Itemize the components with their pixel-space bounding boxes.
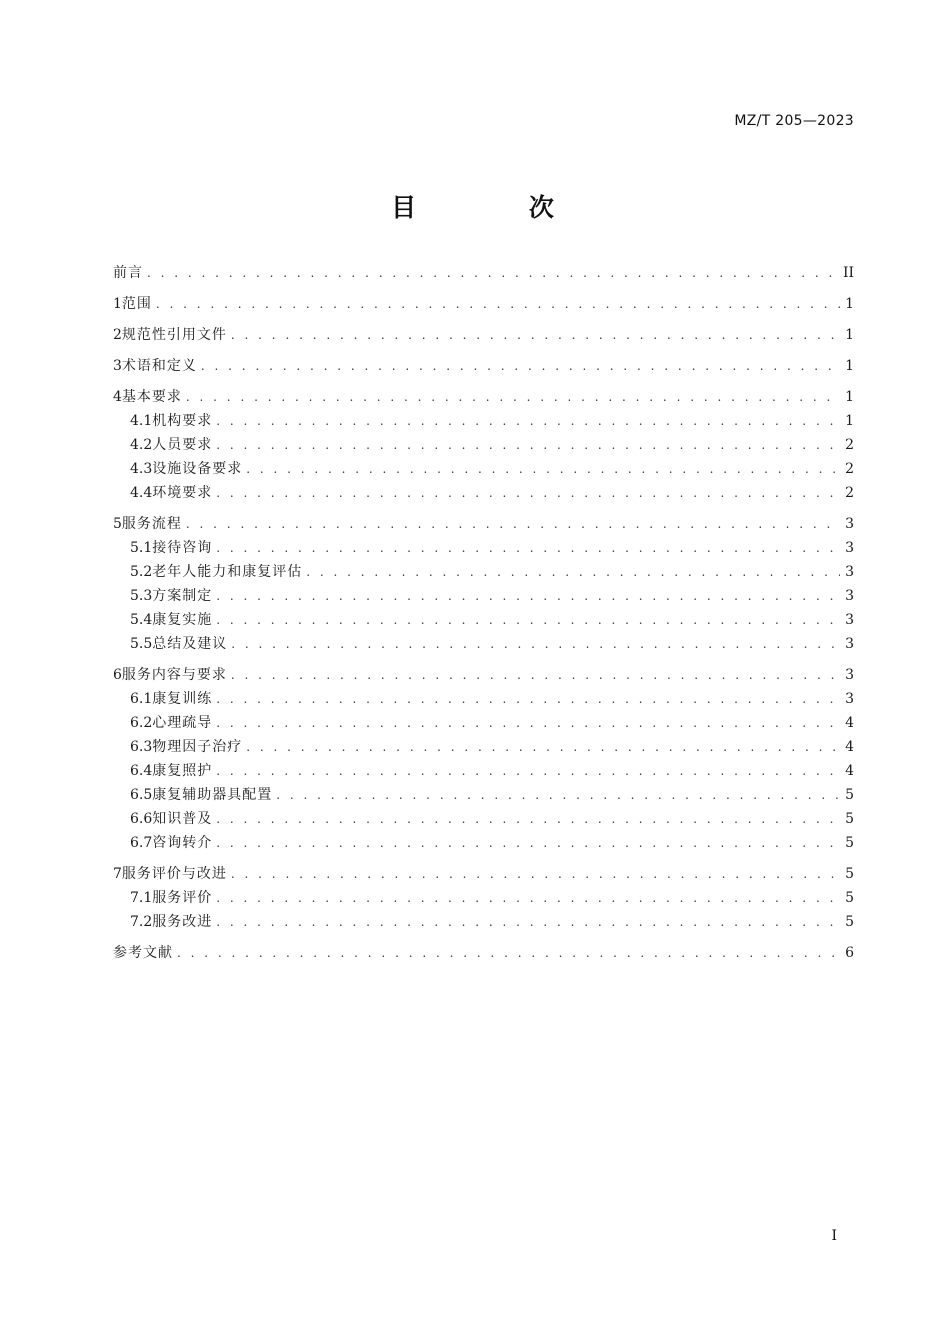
- toc-entry-number: 6.7: [130, 835, 153, 851]
- toc-entry-label: 服务评价与改进: [121, 866, 227, 882]
- toc-entry-label: 参考文献: [113, 945, 173, 961]
- toc-entry[interactable]: [113, 687, 854, 711]
- toc-entry-number: 5.3: [130, 588, 153, 604]
- toc-entry-page: 1: [845, 358, 854, 374]
- dot-leader: [147, 261, 839, 285]
- toc-entry-page: 3: [845, 691, 854, 707]
- toc-entry-page: 5: [845, 866, 854, 882]
- dot-leader: [186, 512, 840, 536]
- toc-entry[interactable]: [113, 886, 854, 910]
- toc-entry-number: 6.5: [130, 787, 153, 803]
- toc-entry[interactable]: [113, 261, 854, 285]
- toc-entry-page: 1: [845, 327, 854, 343]
- toc-entry-label: 知识普及: [152, 811, 213, 827]
- toc-entry-page: 4: [845, 715, 854, 731]
- toc-entry-label: 物理因子治疗: [152, 739, 243, 755]
- dot-leader: [246, 735, 840, 759]
- dot-leader: [216, 608, 840, 632]
- toc-entry-label: 总结及建议: [152, 636, 228, 652]
- toc-entry-page: 2: [845, 437, 854, 453]
- toc-entry-number: 2: [113, 327, 122, 343]
- toc-entry-label: 设施设备要求: [152, 461, 243, 477]
- toc-entry-page: 3: [845, 667, 854, 683]
- toc-entry-page: 5: [845, 811, 854, 827]
- toc-entry-number: 6: [113, 667, 122, 683]
- toc-entry[interactable]: [113, 512, 854, 536]
- toc-entry-page: 5: [845, 914, 854, 930]
- toc-entry-label: 服务流程: [121, 516, 182, 532]
- toc-entry-number: 4.4: [130, 485, 153, 501]
- toc-entry[interactable]: [113, 292, 854, 316]
- toc-entry-page: 4: [845, 763, 854, 779]
- toc-entry[interactable]: [113, 481, 854, 505]
- dot-leader: [216, 759, 840, 783]
- dot-leader: [231, 632, 840, 656]
- toc-entry-page: 5: [845, 787, 854, 803]
- toc-entry-page: 1: [845, 389, 854, 405]
- dot-leader: [231, 323, 840, 347]
- toc-entry-number: 4.1: [130, 413, 153, 429]
- toc-entry-number: 4: [113, 389, 122, 405]
- dot-leader: [216, 910, 840, 934]
- toc-entry-label: 服务内容与要求: [121, 667, 227, 683]
- toc-entry[interactable]: [113, 409, 854, 433]
- toc-entry-label: 前言: [113, 265, 143, 281]
- toc-entry[interactable]: [113, 608, 854, 632]
- dot-leader: [216, 433, 840, 457]
- toc-entry-label: 康复照护: [152, 763, 213, 779]
- dot-leader: [216, 807, 840, 831]
- toc-entry[interactable]: [113, 862, 854, 886]
- toc-entry-label: 接待咨询: [152, 540, 213, 556]
- dot-leader: [216, 409, 840, 433]
- toc-entry-page: 2: [845, 485, 854, 501]
- toc-entry-label: 术语和定义: [121, 358, 197, 374]
- dot-leader: [177, 941, 840, 965]
- toc-entry-page: 6: [845, 945, 854, 961]
- toc-entry-label: 心理疏导: [152, 715, 213, 731]
- toc-entry-label: 机构要求: [152, 413, 213, 429]
- table-of-contents: [113, 261, 854, 965]
- toc-entry[interactable]: [113, 910, 854, 934]
- toc-entry-number: 7: [113, 866, 122, 882]
- toc-entry-label: 方案制定: [152, 588, 213, 604]
- dot-leader: [216, 536, 840, 560]
- toc-entry-label: 服务改进: [152, 914, 213, 930]
- toc-entry-page: 3: [845, 540, 854, 556]
- toc-entry[interactable]: [113, 323, 854, 347]
- toc-entry-page: 3: [845, 564, 854, 580]
- dot-leader: [216, 687, 840, 711]
- toc-entry[interactable]: [113, 831, 854, 855]
- toc-entry-number: 7.2: [130, 914, 153, 930]
- toc-entry[interactable]: [113, 560, 854, 584]
- toc-entry-page: 5: [845, 835, 854, 851]
- toc-entry-label: 康复辅助器具配置: [152, 787, 273, 803]
- toc-entry[interactable]: [113, 783, 854, 807]
- toc-entry-label: 规范性引用文件: [121, 327, 227, 343]
- toc-entry-page: 3: [845, 588, 854, 604]
- dot-leader: [156, 292, 840, 316]
- dot-leader: [216, 584, 840, 608]
- toc-entry[interactable]: [113, 941, 854, 965]
- toc-entry[interactable]: [113, 354, 854, 378]
- toc-entry-number: 7.1: [130, 890, 153, 906]
- dot-leader: [216, 886, 840, 910]
- toc-entry[interactable]: [113, 663, 854, 687]
- standard-code: MZ/T 205—2023: [734, 113, 854, 129]
- toc-entry[interactable]: [113, 457, 854, 481]
- dot-leader: [276, 783, 840, 807]
- toc-entry-number: 4.2: [130, 437, 153, 453]
- toc-entry-number: 4.3: [130, 461, 153, 477]
- toc-entry-label: 环境要求: [152, 485, 213, 501]
- toc-entry[interactable]: [113, 584, 854, 608]
- page-number: I: [831, 1228, 837, 1244]
- dot-leader: [231, 663, 840, 687]
- dot-leader: [231, 862, 840, 886]
- toc-entry-label: 康复实施: [152, 612, 213, 628]
- dot-leader: [186, 385, 840, 409]
- toc-entry-label: 咨询转介: [152, 835, 213, 851]
- dot-leader: [201, 354, 840, 378]
- toc-entry-number: 1: [113, 296, 122, 312]
- toc-entry[interactable]: [113, 536, 854, 560]
- toc-entry-number: 6.2: [130, 715, 153, 731]
- dot-leader: [246, 457, 840, 481]
- toc-entry[interactable]: [113, 632, 854, 656]
- toc-entry[interactable]: [113, 759, 854, 783]
- toc-entry-number: 6.4: [130, 763, 153, 779]
- toc-entry-page: 5: [845, 890, 854, 906]
- toc-entry[interactable]: [113, 711, 854, 735]
- dot-leader: [216, 711, 840, 735]
- toc-entry-number: 6.1: [130, 691, 153, 707]
- toc-entry-label: 康复训练: [152, 691, 213, 707]
- toc-entry-page: 2: [845, 461, 854, 477]
- dot-leader: [216, 481, 840, 505]
- toc-entry[interactable]: [113, 385, 854, 409]
- toc-entry-number: 5.4: [130, 612, 153, 628]
- toc-entry-label: 基本要求: [121, 389, 182, 405]
- toc-entry-number: 3: [113, 358, 122, 374]
- toc-entry-number: 5: [113, 516, 122, 532]
- toc-entry-page: 1: [845, 413, 854, 429]
- toc-entry-label: 范围: [121, 296, 152, 312]
- toc-entry-number: 5.5: [130, 636, 153, 652]
- toc-entry-label: 人员要求: [152, 437, 213, 453]
- toc-entry-page: II: [842, 265, 854, 281]
- toc-entry-page: 1: [845, 296, 854, 312]
- toc-entry-page: 4: [845, 739, 854, 755]
- dot-leader: [216, 831, 840, 855]
- toc-entry-page: 3: [845, 612, 854, 628]
- toc-title: 目 次: [391, 193, 606, 222]
- toc-entry-number: 6.3: [130, 739, 153, 755]
- toc-entry-number: 5.1: [130, 540, 153, 556]
- toc-entry-page: 3: [845, 516, 854, 532]
- toc-entry-page: 3: [845, 636, 854, 652]
- toc-entry[interactable]: [113, 807, 854, 831]
- toc-entry-number: 6.6: [130, 811, 153, 827]
- toc-entry[interactable]: [113, 735, 854, 759]
- toc-entry-number: 5.2: [130, 564, 153, 580]
- dot-leader: [306, 560, 840, 584]
- toc-entry[interactable]: [113, 433, 854, 457]
- toc-entry-label: 服务评价: [152, 890, 213, 906]
- toc-entry-label: 老年人能力和康复评估: [152, 564, 303, 580]
